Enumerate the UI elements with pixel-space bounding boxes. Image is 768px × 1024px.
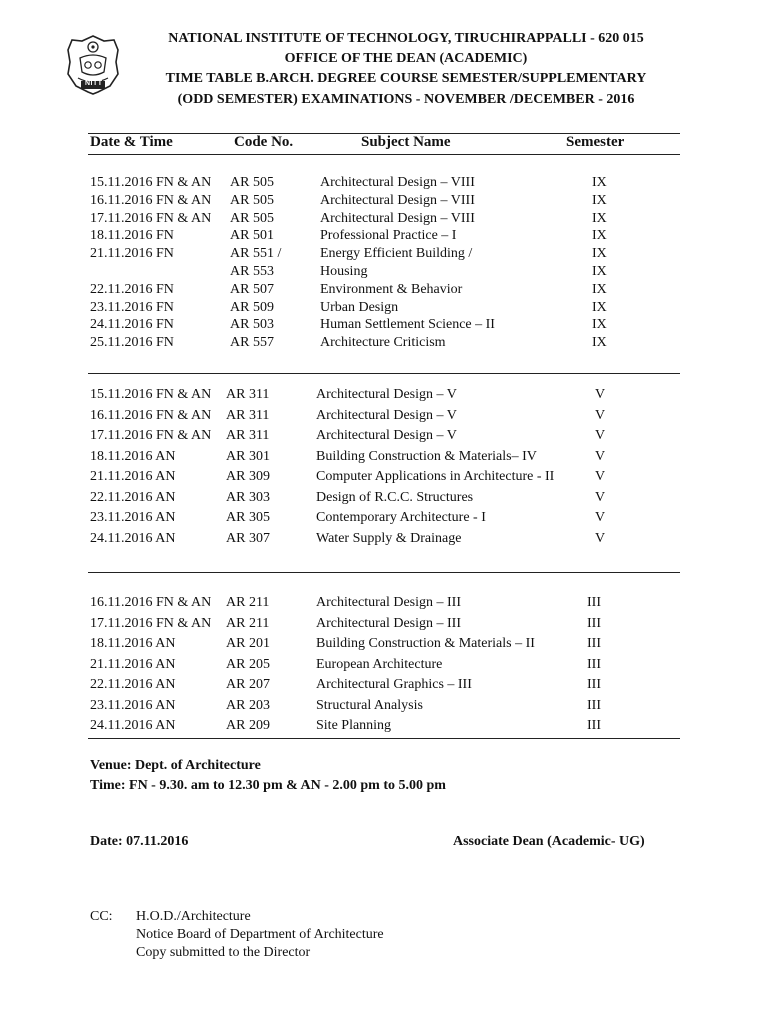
row-subject: Human Settlement Science – II: [320, 317, 495, 333]
row-code: AR 203: [226, 697, 270, 713]
row-code: AR 301: [226, 448, 270, 464]
row-date: 18.11.2016 AN: [90, 636, 176, 651]
row-subject: Architectural Design – V: [316, 407, 457, 423]
row-date: 17.11.2016 FN & AN: [90, 428, 212, 443]
office-name: OFFICE OF THE DEAN (ACADEMIC): [284, 51, 528, 66]
row-subject: Housing: [320, 264, 368, 279]
row-code: AR 211: [226, 595, 270, 610]
row-semester: III: [587, 697, 601, 713]
row-date: 18.11.2016 AN: [90, 448, 176, 464]
row-subject: Architectural Graphics – III: [316, 677, 472, 692]
col-header-date: Date & Time: [90, 134, 173, 150]
row-semester: IX: [592, 281, 607, 297]
row-code: AR 307: [226, 530, 270, 546]
row-code: AR 557: [230, 335, 274, 351]
col-header-semester: Semester: [566, 134, 625, 150]
row-code: AR 305: [226, 510, 270, 525]
row-date: 18.11.2016 FN: [90, 228, 174, 244]
row-semester: IX: [592, 335, 607, 351]
row-semester: V: [595, 530, 606, 546]
row-code: AR 505: [230, 175, 274, 190]
row-code: AR 505: [230, 210, 274, 226]
row-date: 23.11.2016 FN: [90, 299, 174, 315]
row-date: 17.11.2016 FN & AN: [90, 210, 212, 226]
row-code: AR 311: [226, 387, 270, 402]
row-semester: IX: [592, 192, 607, 208]
row-code: AR 553: [230, 264, 274, 279]
row-code: AR 209: [226, 718, 270, 733]
row-code: AR 509: [230, 299, 274, 315]
row-code: AR 309: [226, 469, 270, 484]
row-date: 24.11.2016 AN: [90, 718, 176, 733]
row-code: AR 207: [226, 677, 270, 692]
row-subject: Architectural Design – V: [316, 387, 457, 402]
row-date: 15.11.2016 FN & AN: [90, 387, 212, 402]
row-date: 21.11.2016 AN: [90, 656, 176, 672]
row-code: AR 551 /: [230, 246, 282, 262]
time-text: Time: FN - 9.30. am to 12.30 pm & AN - 2.00 pm to 5.00 pm: [90, 778, 446, 793]
row-date: 24.11.2016 AN: [90, 530, 176, 546]
row-date: 21.11.2016 AN: [90, 469, 176, 484]
row-subject: Architectural Design – VIII: [320, 210, 475, 226]
row-semester: IX: [592, 210, 607, 226]
row-code: AR 505: [230, 192, 274, 208]
row-code: AR 205: [226, 656, 270, 672]
row-subject: Structural Analysis: [316, 697, 423, 713]
row-subject: Architectural Design – VIII: [320, 175, 475, 190]
row-semester: V: [595, 448, 606, 464]
row-subject: Architectural Design – III: [316, 615, 461, 631]
table-header-rule: [88, 154, 680, 155]
row-date: 23.11.2016 AN: [90, 697, 176, 713]
row-semester: III: [587, 718, 601, 733]
row-semester: V: [595, 489, 606, 505]
row-semester: IX: [592, 264, 607, 279]
row-subject: Professional Practice – I: [320, 228, 457, 244]
row-semester: IX: [592, 246, 607, 262]
row-code: AR 503: [230, 317, 274, 333]
row-semester: IX: [592, 299, 607, 315]
institute-name: NATIONAL INSTITUTE OF TECHNOLOGY, TIRUCHIRAPPALLI - 620 015: [168, 31, 644, 46]
row-semester: III: [587, 636, 601, 651]
row-code: AR 501: [230, 228, 274, 244]
row-subject: Urban Design: [320, 299, 399, 315]
row-subject: Building Construction & Materials– IV: [316, 448, 537, 464]
row-subject: Architectural Design – III: [316, 595, 461, 610]
row-subject: Contemporary Architecture - I: [316, 510, 486, 525]
col-header-subject: Subject Name: [361, 134, 451, 150]
row-date: 22.11.2016 AN: [90, 489, 176, 505]
row-subject: Building Construction & Materials – II: [316, 636, 535, 651]
row-date: 22.11.2016 AN: [90, 677, 176, 692]
issue-date: Date: 07.11.2016: [90, 834, 189, 849]
row-date: 17.11.2016 FN & AN: [90, 615, 212, 631]
row-code: AR 507: [230, 281, 274, 297]
row-code: AR 311: [226, 407, 270, 423]
row-semester: V: [595, 469, 606, 484]
row-date: 16.11.2016 FN & AN: [90, 407, 212, 423]
row-semester: IX: [592, 317, 607, 333]
signatory: Associate Dean (Academic- UG): [453, 834, 645, 849]
row-subject: Architectural Design – V: [316, 428, 457, 443]
row-subject: Environment & Behavior: [320, 281, 463, 297]
row-semester: V: [595, 407, 606, 423]
table-bottom-rule: [88, 738, 680, 739]
row-date: 16.11.2016 FN & AN: [90, 192, 212, 208]
cc-item: Notice Board of Department of Architecture: [136, 927, 384, 942]
venue-text: Venue: Dept. of Architecture: [90, 758, 261, 773]
exam-session: (ODD SEMESTER) EXAMINATIONS - NOVEMBER /DECEMBER - 2016: [177, 92, 635, 107]
row-semester: III: [587, 595, 601, 610]
cc-label: CC:: [90, 909, 113, 924]
row-code: AR 311: [226, 428, 270, 443]
row-subject: Architecture Criticism: [320, 335, 446, 351]
row-subject: Architectural Design – VIII: [320, 192, 475, 208]
row-semester: V: [595, 387, 606, 402]
row-date: 24.11.2016 FN: [90, 317, 174, 333]
group-divider-2: [88, 572, 680, 573]
row-semester: V: [595, 510, 606, 525]
row-date: 21.11.2016 FN: [90, 246, 174, 262]
row-code: AR 303: [226, 489, 270, 505]
row-subject: European Architecture: [316, 656, 443, 672]
row-semester: V: [595, 428, 606, 443]
row-subject: Water Supply & Drainage: [316, 530, 462, 546]
row-subject: Energy Efficient Building /: [320, 246, 473, 262]
row-date: 15.11.2016 FN & AN: [90, 175, 212, 190]
row-subject: Site Planning: [316, 718, 392, 733]
col-header-code: Code No.: [234, 134, 294, 150]
row-date: 25.11.2016 FN: [90, 335, 174, 351]
row-semester: III: [587, 677, 601, 692]
row-subject: Computer Applications in Architecture - II: [316, 469, 555, 484]
row-semester: IX: [592, 175, 607, 190]
row-semester: III: [587, 615, 601, 631]
cc-item: H.O.D./Architecture: [136, 909, 251, 924]
row-date: 16.11.2016 FN & AN: [90, 595, 212, 610]
row-code: AR 211: [226, 615, 270, 631]
row-code: AR 201: [226, 636, 270, 651]
row-date: 22.11.2016 FN: [90, 281, 174, 297]
row-semester: III: [587, 656, 601, 672]
cc-item: Copy submitted to the Director: [136, 945, 311, 960]
row-date: 23.11.2016 AN: [90, 510, 176, 525]
row-subject: Design of R.C.C. Structures: [316, 489, 474, 505]
group-divider-1: [88, 373, 680, 374]
logo-text: NITT: [85, 80, 103, 87]
row-semester: IX: [592, 228, 607, 244]
timetable-title: TIME TABLE B.ARCH. DEGREE COURSE SEMESTER/SUPPLEMENTARY: [165, 71, 647, 86]
